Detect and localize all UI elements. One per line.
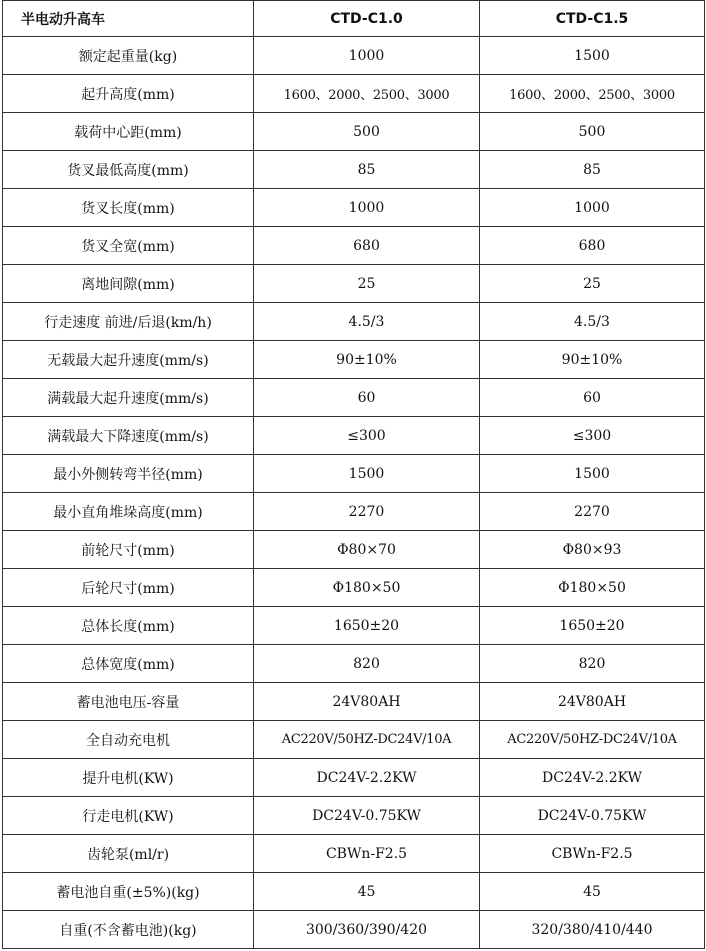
row-value-model-1: CBWn-F2.5 xyxy=(254,835,480,873)
table-row xyxy=(3,911,705,949)
row-value-model-2: 90±10% xyxy=(480,341,705,379)
row-value-model-2: DC24V-2.2KW xyxy=(480,759,705,797)
row-value-model-2: 85 xyxy=(480,151,705,189)
table-row xyxy=(3,417,705,455)
row-label: 满载最大下降速度(mm/s) xyxy=(3,417,254,455)
row-value-model-1: 90±10% xyxy=(254,341,480,379)
row-value-model-2: 320/380/410/440 xyxy=(480,911,705,949)
row-value-model-1: AC220V/50HZ-DC24V/10A xyxy=(254,721,480,759)
table-row xyxy=(3,683,705,721)
table-row xyxy=(3,797,705,835)
table-row xyxy=(3,227,705,265)
table-row xyxy=(3,645,705,683)
row-value-model-1: 1000 xyxy=(254,189,480,227)
row-value-model-2: 60 xyxy=(480,379,705,417)
row-value-model-2: 500 xyxy=(480,113,705,151)
row-label: 前轮尺寸(mm) xyxy=(3,531,254,569)
row-label: 总体宽度(mm) xyxy=(3,645,254,683)
table-row xyxy=(3,113,705,151)
row-label: 货叉长度(mm) xyxy=(3,189,254,227)
header-model-1: CTD-C1.0 xyxy=(254,1,480,37)
table-row xyxy=(3,607,705,645)
table-row xyxy=(3,873,705,911)
row-value-model-1: Φ80×70 xyxy=(254,531,480,569)
row-value-model-1: 1000 xyxy=(254,37,480,75)
row-value-model-2: Φ180×50 xyxy=(480,569,705,607)
table-row xyxy=(3,569,705,607)
row-value-model-1: 300/360/390/420 xyxy=(254,911,480,949)
row-label: 行走电机(KW) xyxy=(3,797,254,835)
row-value-model-2: 25 xyxy=(480,265,705,303)
row-value-model-1: 45 xyxy=(254,873,480,911)
row-label: 货叉最低高度(mm) xyxy=(3,151,254,189)
row-value-model-2: 1500 xyxy=(480,455,705,493)
table-row xyxy=(3,531,705,569)
row-value-model-1: 60 xyxy=(254,379,480,417)
row-value-model-1: 680 xyxy=(254,227,480,265)
spec-table xyxy=(2,0,705,949)
row-value-model-1: 2270 xyxy=(254,493,480,531)
row-value-model-1: 85 xyxy=(254,151,480,189)
table-row xyxy=(3,759,705,797)
row-value-model-1: 500 xyxy=(254,113,480,151)
row-label: 满载最大起升速度(mm/s) xyxy=(3,379,254,417)
row-value-model-2: ≤300 xyxy=(480,417,705,455)
row-value-model-1: ≤300 xyxy=(254,417,480,455)
row-label: 最小直角堆垛高度(mm) xyxy=(3,493,254,531)
row-value-model-1: 25 xyxy=(254,265,480,303)
row-label: 蓄电池自重(±5%)(kg) xyxy=(3,873,254,911)
row-label: 载荷中心距(mm) xyxy=(3,113,254,151)
table-row xyxy=(3,493,705,531)
row-label: 提升电机(KW) xyxy=(3,759,254,797)
row-value-model-2: 820 xyxy=(480,645,705,683)
row-value-model-2: AC220V/50HZ-DC24V/10A xyxy=(480,721,705,759)
row-value-model-2: 24V80AH xyxy=(480,683,705,721)
row-value-model-2: 1000 xyxy=(480,189,705,227)
row-label: 后轮尺寸(mm) xyxy=(3,569,254,607)
row-value-model-2: DC24V-0.75KW xyxy=(480,797,705,835)
row-label: 最小外侧转弯半径(mm) xyxy=(3,455,254,493)
row-label: 蓄电池电压-容量 xyxy=(3,683,254,721)
row-label: 行走速度 前进/后退(km/h) xyxy=(3,303,254,341)
row-label: 额定起重量(kg) xyxy=(3,37,254,75)
row-label: 起升高度(mm) xyxy=(3,75,254,113)
row-value-model-2: 680 xyxy=(480,227,705,265)
row-value-model-2: 2270 xyxy=(480,493,705,531)
row-label: 自重(不含蓄电池)(kg) xyxy=(3,911,254,949)
table-row xyxy=(3,265,705,303)
row-label: 货叉全宽(mm) xyxy=(3,227,254,265)
row-label: 全自动充电机 xyxy=(3,721,254,759)
row-label: 总体长度(mm) xyxy=(3,607,254,645)
header-model-2: CTD-C1.5 xyxy=(480,1,705,37)
row-label: 齿轮泵(ml/r) xyxy=(3,835,254,873)
row-value-model-1: 24V80AH xyxy=(254,683,480,721)
row-value-model-1: Φ180×50 xyxy=(254,569,480,607)
row-value-model-2: 45 xyxy=(480,873,705,911)
row-value-model-2: 1650±20 xyxy=(480,607,705,645)
table-row xyxy=(3,379,705,417)
table-row xyxy=(3,341,705,379)
row-value-model-1: 1500 xyxy=(254,455,480,493)
table-row xyxy=(3,835,705,873)
table-row xyxy=(3,455,705,493)
table-row xyxy=(3,303,705,341)
row-value-model-2: 1500 xyxy=(480,37,705,75)
row-value-model-2: 4.5/3 xyxy=(480,303,705,341)
row-value-model-2: CBWn-F2.5 xyxy=(480,835,705,873)
table-row xyxy=(3,75,705,113)
row-value-model-2: 1600、2000、2500、3000 xyxy=(480,75,705,113)
row-label: 离地间隙(mm) xyxy=(3,265,254,303)
header-product-name: 半电动升高车 xyxy=(3,1,254,37)
row-value-model-1: 820 xyxy=(254,645,480,683)
row-value-model-1: 1600、2000、2500、3000 xyxy=(254,75,480,113)
table-row xyxy=(3,151,705,189)
header-row xyxy=(3,1,705,37)
row-value-model-1: DC24V-2.2KW xyxy=(254,759,480,797)
table-row xyxy=(3,721,705,759)
row-value-model-1: 4.5/3 xyxy=(254,303,480,341)
table-row xyxy=(3,37,705,75)
table-row xyxy=(3,189,705,227)
row-value-model-2: Φ80×93 xyxy=(480,531,705,569)
row-value-model-1: 1650±20 xyxy=(254,607,480,645)
row-label: 无载最大起升速度(mm/s) xyxy=(3,341,254,379)
row-value-model-1: DC24V-0.75KW xyxy=(254,797,480,835)
